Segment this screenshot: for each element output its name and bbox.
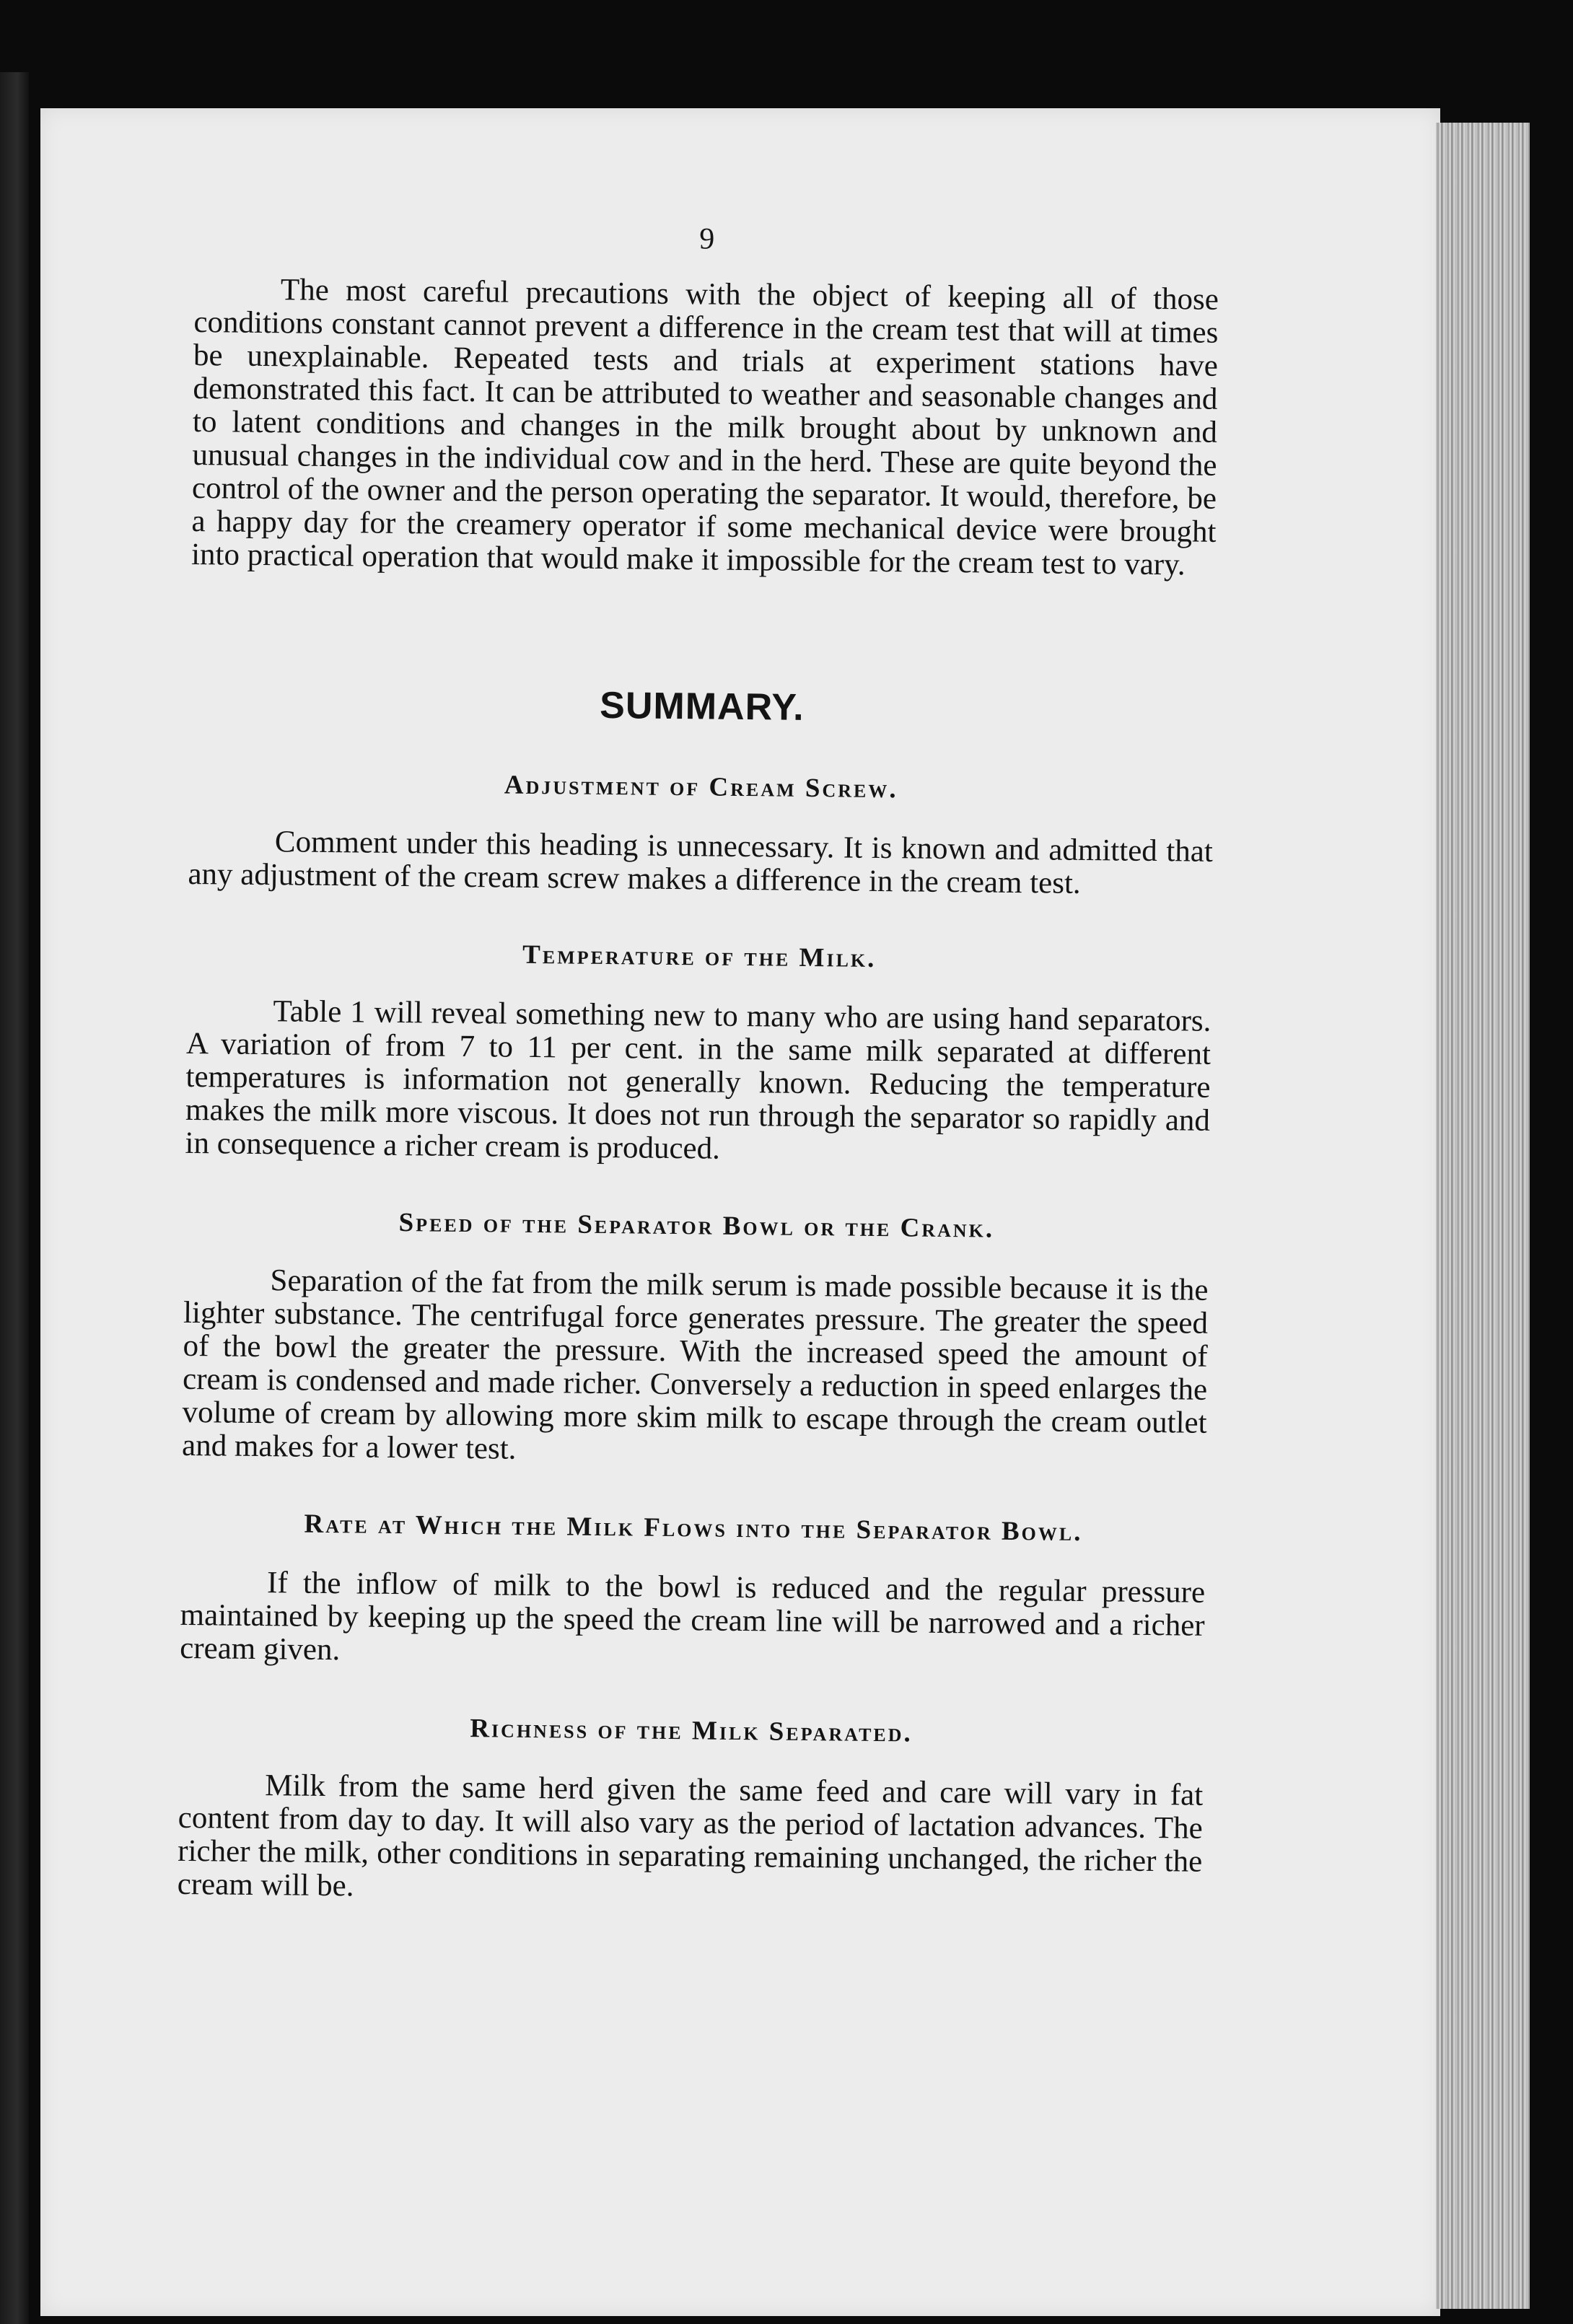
section-richness-milk [178, 1710, 1204, 1912]
section-heading: Rate at Which the Milk Flows into the Separator Bowl. [304, 1509, 1083, 1547]
intro-paragraph: The most careful precautions with the object of keeping all of those conditions constant cannot prevent a difference in the cream test that will at times be unexplainable. Repeated tests and trials at experiment stations have demonstrated this fact. It can be attributed to weather and seasonable changes and to latent conditions and changes in the milk brought about by unknown and unusual changes in the individual cow and in the herd. These are quite beyond the control of the owner and the person operating the separator. It would, therefore, be a happy day for the creamery operator if some mechanical device were brought into practical operation that would make it impossible for the cream test to vary. [190, 273, 1219, 582]
section-adjustment-cream-screw [188, 766, 1214, 902]
page-edges [1436, 123, 1530, 2309]
section-heading: Temperature of the Milk. [522, 939, 877, 973]
section-heading: Richness of the Milk Separated. [470, 1714, 913, 1748]
summary-heading: SUMMARY. [599, 684, 805, 729]
section-paragraph: Milk from the same herd given the same feed and care will vary in fat content from day to day. It will also vary as the period of lactation advances. The richer the milk, other conditions in separating remaining unchanged, the richer the cream will be. [177, 1768, 1204, 1903]
section-paragraph: Separation of the fat from the milk serum is made possible because it is the lighter substance. The centrifugal force generates pressure. The greater the speed of the bowl the greater the pressure. With the increased speed the amount of cream is condensed and made richer. Conversely a reduction in speed enlarges the volume of cream by allowing more skim milk to escape through the cream outlet and makes for a lower test. [181, 1263, 1209, 1466]
section-paragraph: Comment under this heading is unnecessary. It is known and admitted that any adjustment of the cream screw makes a difference in the cream test. [188, 825, 1214, 900]
left-page-edge [0, 72, 29, 2324]
section-heading: Speed of the Separator Bowl or the Crank. [398, 1208, 995, 1244]
section-temperature-milk [185, 936, 1211, 1171]
section-paragraph: Table 1 will reveal something new to many who are using hand separators. A variation of from 7 to 11 per cent. in the same milk separated at different temperatures is information not generally known. Reducing the temperature makes the milk more viscous. It does not run through the separator so rapidly and in consequence a richer cream is produced. [185, 994, 1211, 1166]
section-speed-separator-bowl [182, 1205, 1209, 1473]
page-content [178, 216, 1219, 1912]
page-number: 9 [698, 222, 715, 256]
section-heading: Adjustment of Cream Screw. [504, 770, 898, 804]
section-rate-milk-flow [180, 1507, 1206, 1676]
section-paragraph: If the inflow of milk to the bowl is reduced and the regular pressure maintained by keeping up the speed the cream line will be narrowed and a richer cream given. [179, 1566, 1206, 1667]
